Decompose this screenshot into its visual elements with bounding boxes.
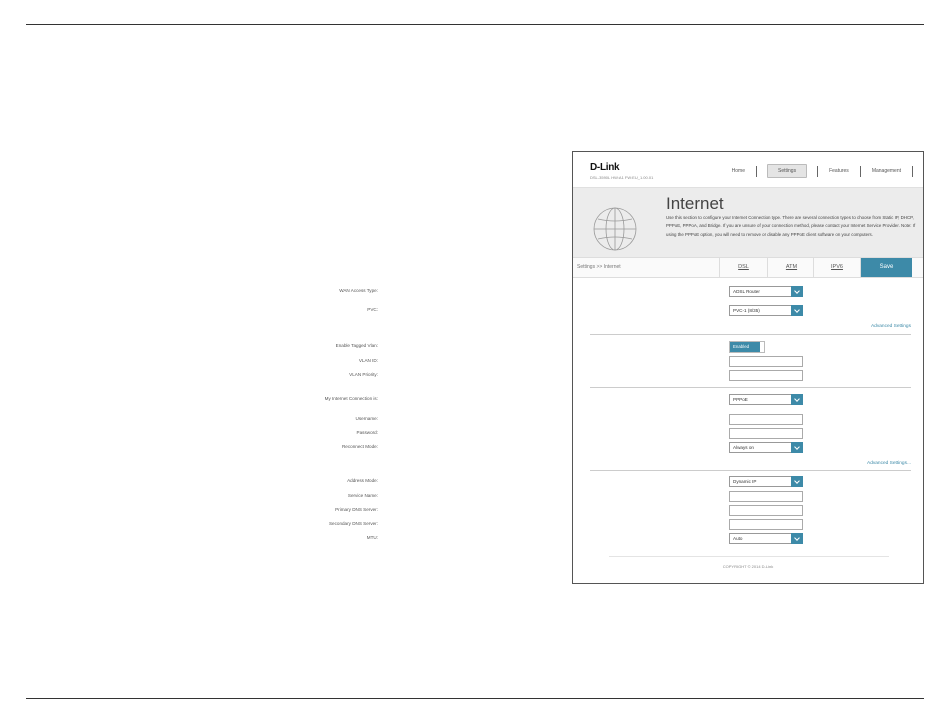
chevron-down-icon <box>791 442 803 453</box>
bottom-rule <box>26 698 924 699</box>
advanced-settings-link[interactable]: Advanced Settings... <box>867 461 911 466</box>
vlan-id-input[interactable] <box>729 356 803 367</box>
chevron-down-icon <box>791 286 803 297</box>
save-button[interactable]: Save <box>861 258 912 277</box>
reconnect-mode-label: Reconnect Mode: <box>341 444 378 449</box>
tab-dsl[interactable]: DSL <box>719 258 767 277</box>
nav-features[interactable]: Features <box>829 168 849 174</box>
connection-value: PPPoE <box>733 397 748 402</box>
nav-separator <box>912 166 913 177</box>
nav-separator <box>756 166 757 177</box>
nav-home[interactable]: Home <box>731 168 745 174</box>
address-mode-label: Address Mode: <box>347 478 378 483</box>
address-mode-value: Dynamic IP <box>733 479 757 484</box>
page-banner <box>573 188 923 258</box>
advanced-settings-link[interactable]: Advanced Settings <box>870 324 911 329</box>
pvc-select[interactable] <box>729 305 803 316</box>
reconnect-mode-value: Always on <box>733 445 754 450</box>
tab-ipv6[interactable]: IPV6 <box>813 258 861 277</box>
page-title: Internet <box>666 194 724 213</box>
password-label: Password: <box>356 430 378 435</box>
vlan-priority-input[interactable] <box>729 370 803 381</box>
tab-atm[interactable]: ATM <box>767 258 815 277</box>
mtu-label: MTU: <box>366 535 378 540</box>
tab-bar <box>573 258 923 278</box>
connection-label: My Internet Connection is: <box>324 396 378 401</box>
pvc-value: PVC-1 (8/35) <box>733 308 760 313</box>
primary-dns-label: Primary DNS Server: <box>335 507 378 512</box>
page-description: Use this section to configure your Internet Connection type. There are several connection types to choose from Static IP, DHCP, PPPoE, PPPoA, and Bridge. If you are unsure of your connection method, please contact your Internet Service Provider. Note: If using the PPPoE option, you will need to remove or disable any PPPoE client software on your computers. <box>666 215 916 237</box>
reconnect-mode-select[interactable] <box>729 442 803 453</box>
tagged-vlan-toggle[interactable] <box>729 341 765 353</box>
wan-access-type-label: WAN Access Type: <box>339 288 378 293</box>
top-rule <box>26 24 924 25</box>
section-divider <box>590 387 911 388</box>
globe-icon <box>592 206 638 252</box>
nav-management[interactable]: Management <box>871 168 901 174</box>
copyright: COPYRIGHT © 2014 D-Link <box>722 564 774 569</box>
dlink-logo: D-Link <box>590 162 620 173</box>
primary-dns-input[interactable] <box>729 505 803 516</box>
mtu-select[interactable] <box>729 533 803 544</box>
nav-settings[interactable]: Settings <box>767 164 807 178</box>
wan-access-type-value: ADSL Router <box>733 289 760 294</box>
breadcrumb: Settings >> Internet <box>577 264 621 270</box>
secondary-dns-label: Secondary DNS Server: <box>328 521 378 526</box>
chevron-down-icon <box>791 533 803 544</box>
service-name-label: Service Name: <box>347 493 378 498</box>
footer-divider <box>609 556 889 557</box>
vlan-priority-label: VLAN Priority: <box>349 372 378 377</box>
service-name-input[interactable] <box>729 491 803 502</box>
username-input[interactable] <box>729 414 803 425</box>
toggle-state: Enabled <box>730 342 760 352</box>
password-input[interactable] <box>729 428 803 439</box>
wan-access-type-select[interactable] <box>729 286 803 297</box>
address-mode-select[interactable] <box>729 476 803 487</box>
top-bar <box>573 152 923 188</box>
vlan-id-label: VLAN ID: <box>358 358 378 363</box>
connection-select[interactable] <box>729 394 803 405</box>
router-screenshot <box>324 151 924 584</box>
mtu-value: Auto <box>733 536 743 541</box>
chevron-down-icon <box>791 394 803 405</box>
enable-tagged-vlan-label: Enable Tagged Vlan: <box>335 343 378 348</box>
username-label: Username: <box>355 416 378 421</box>
firmware-info: DSL-3590L HW:A1 FW:EU_1.00.01 <box>590 175 654 180</box>
chevron-down-icon <box>791 476 803 487</box>
section-divider <box>590 334 911 335</box>
chevron-down-icon <box>791 305 803 316</box>
main-nav <box>721 164 913 178</box>
secondary-dns-input[interactable] <box>729 519 803 530</box>
section-divider <box>590 470 911 471</box>
pvc-label: PVC: <box>367 307 378 312</box>
